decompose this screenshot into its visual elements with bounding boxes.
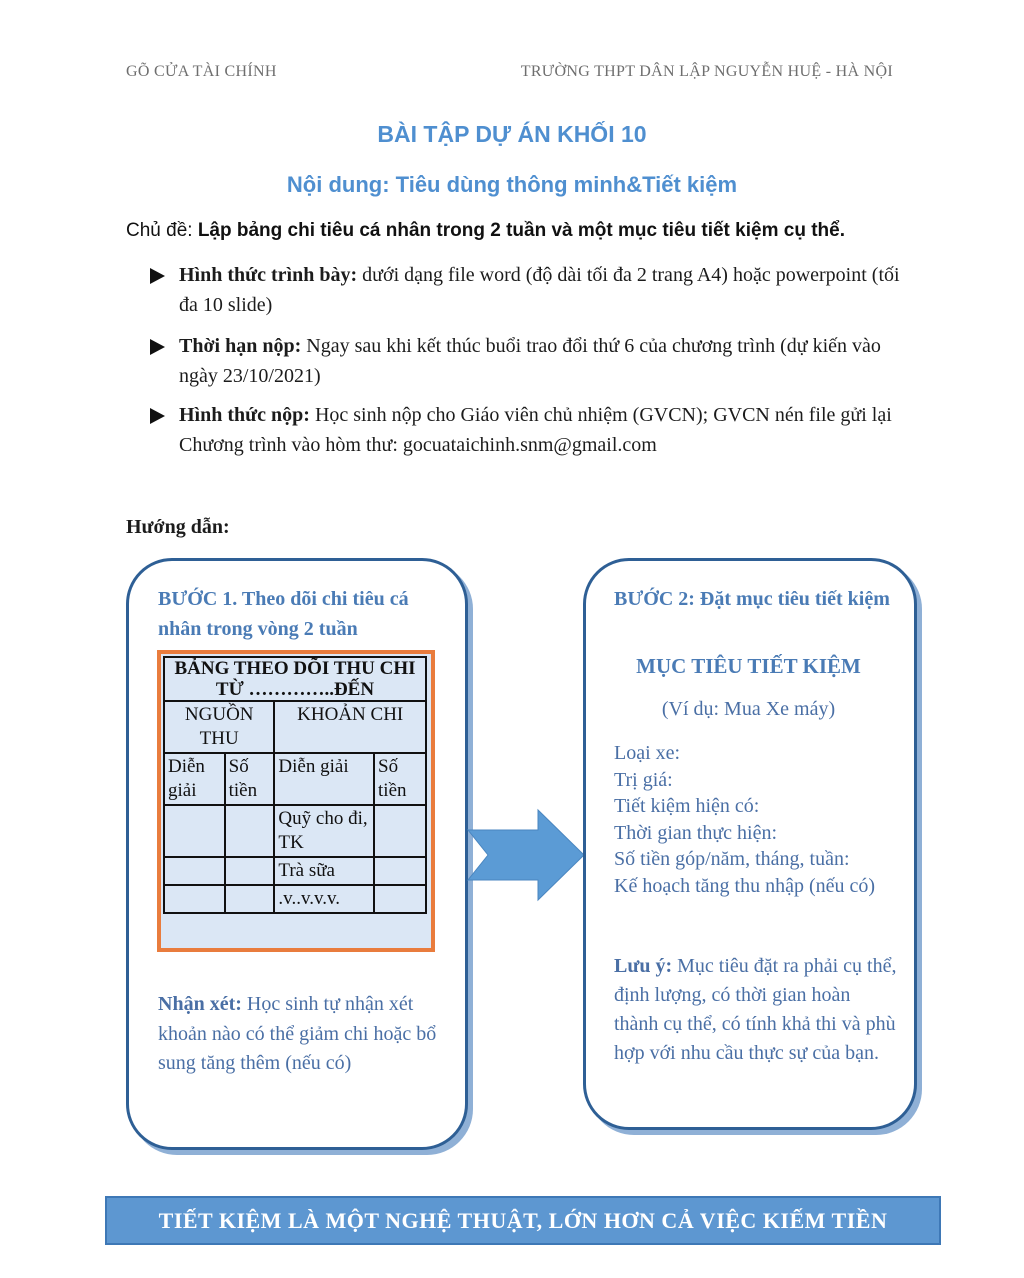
table-row [164, 885, 426, 913]
goal-field: Thời gian thực hiện: [614, 821, 778, 844]
table-row [164, 857, 426, 885]
triangle-bullet-icon [150, 339, 165, 355]
bullet-text: Học sinh nộp cho Giáo viên chủ nhiệm (GVCN); GVCN nén file gửi lại Chương trình vào hòm thư: gocuataichinh.snm@gmail.com [179, 404, 892, 456]
goal-fields [614, 740, 899, 899]
expense-item: Trà sữa [274, 857, 374, 885]
step1-note [158, 990, 448, 1079]
step2-title: BƯỚC 2: Đặt mục tiêu tiết kiệm [614, 588, 890, 610]
step2-note-text: Mục tiêu đặt ra phải cụ thể, định lượng, có thời gian hoàn thành cụ thể, có tính khả thi và phù hợp với nhu cầu thực sự của bạn. [614, 955, 897, 1064]
goal-heading: MỤC TIÊU TIẾT KIỆM [636, 654, 861, 678]
bullet-item [150, 400, 910, 460]
goal-field: Trị giá: [614, 768, 673, 791]
triangle-bullet-icon [150, 268, 165, 284]
expense-amount-header: Số tiền [374, 753, 426, 805]
bullet-item [150, 260, 910, 320]
step2-note-label: Lưu ý: [614, 955, 673, 977]
income-header: NGUỒN THU [164, 701, 274, 753]
bullet-label: Thời hạn nộp: [179, 335, 302, 357]
table-row [164, 805, 426, 857]
goal-field: Kế hoạch tăng thu nhập (nếu có) [614, 874, 876, 897]
right-arrow-icon [466, 808, 586, 903]
step1-note-label: Nhận xét: [158, 993, 242, 1015]
topic-line [126, 220, 845, 242]
header-right: TRƯỜNG THPT DÂN LẬP NGUYỄN HUỆ - HÀ NỘI [520, 63, 893, 80]
goal-field: Tiết kiệm hiện có: [614, 795, 760, 817]
bullet-label: Hình thức trình bày: [179, 264, 358, 286]
triangle-bullet-icon [150, 408, 165, 424]
topic-label: Chủ đề: [126, 220, 198, 241]
goal-field: Loại xe: [614, 742, 681, 764]
header-left: GÕ CỬA TÀI CHÍNH [126, 63, 277, 80]
topic-text: Lập bảng chi tiêu cá nhân trong 2 tuần và một mục tiêu tiết kiệm cụ thể. [197, 220, 845, 241]
expense-desc-header: Diễn giải [274, 753, 374, 805]
table-caption: BẢNG THEO DÕI THU CHI TỪ …………..ĐẾN [164, 657, 426, 701]
page-subtitle: Nội dung: Tiêu dùng thông minh&Tiết kiệm [286, 172, 738, 197]
bullet-item [150, 331, 910, 391]
bullet-text: Ngay sau khi kết thúc buổi trao đổi thứ 6 của chương trình (dự kiến vào ngày 23/10/2021) [179, 335, 881, 387]
expense-item: Quỹ cho đi, TK [274, 805, 374, 857]
income-amount-header: Số tiền [225, 753, 275, 805]
step1-note-text: Học sinh tự nhận xét khoản nào có thể giảm chi hoặc bổ sung tăng thêm (nếu có) [158, 993, 437, 1074]
income-desc-header: Diễn giải [164, 753, 225, 805]
expense-header: KHOẢN CHI [274, 701, 426, 753]
footer-banner: TIẾT KIỆM LÀ MỘT NGHỆ THUẬT, LỚN HƠN CẢ VIỆC KIẾM TIỀN [105, 1196, 941, 1245]
step1-title: BƯỚC 1. Theo dõi chi tiêu cá nhân trong vòng 2 tuần [158, 588, 409, 640]
goal-field: Số tiền góp/năm, tháng, tuần: [614, 848, 850, 870]
bullet-text: dưới dạng file word (độ dài tối đa 2 trang A4) hoặc powerpoint (tối đa 10 slide) [179, 264, 900, 316]
expense-item: .v..v.v.v. [274, 885, 374, 913]
tracking-table [163, 656, 427, 914]
step2-note [614, 952, 899, 1068]
guide-label: Hướng dẫn: [126, 516, 230, 538]
goal-example: (Ví dụ: Mua Xe máy) [661, 698, 836, 720]
page-title: BÀI TẬP DỰ ÁN KHỐI 10 [377, 121, 647, 147]
bullet-label: Hình thức nộp: [179, 404, 310, 426]
